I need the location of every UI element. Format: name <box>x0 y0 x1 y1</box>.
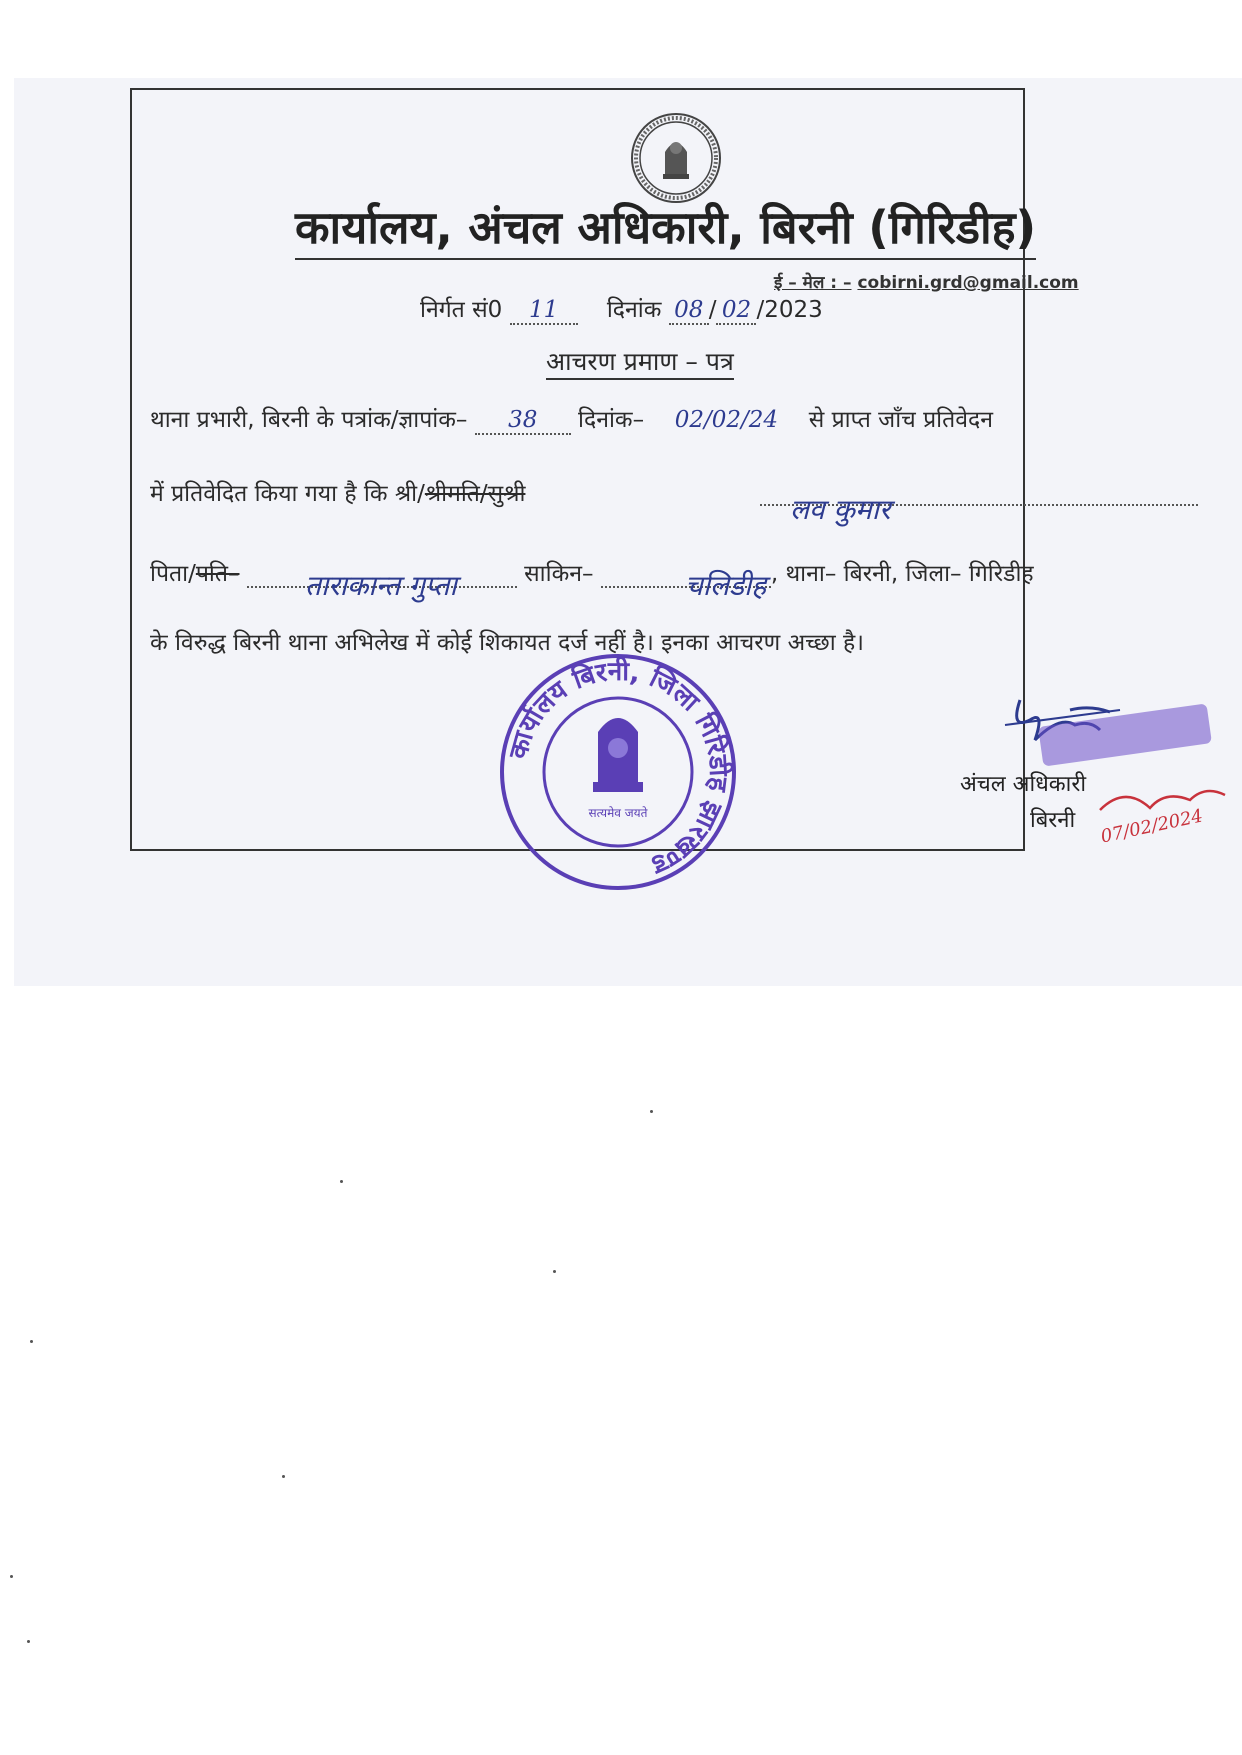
scan-speck <box>282 1475 285 1478</box>
issue-date-month: 02 <box>716 297 756 325</box>
body-line-4: के विरुद्ध बिरनी थाना अभिलेख में कोई शिकायत दर्ज नहीं है। इनका आचरण अच्छा है। <box>150 630 864 656</box>
line1-text-c: से प्राप्त जाँच प्रतिवेदन <box>808 407 993 433</box>
scan-speck <box>10 1575 13 1578</box>
issue-number-label: निर्गत सं0 <box>420 297 503 323</box>
struck-salutation: श्रीमति/सुश्री <box>424 481 526 507</box>
letter-number: 38 <box>475 407 571 435</box>
father-name: ताराकान्त गुप्ता <box>305 569 457 602</box>
issue-date-year: 2023 <box>764 297 823 323</box>
line3-text-b: साकिन– <box>524 561 594 587</box>
stamp-ring-text: कार्यालय बिरनी, जिला गिरिडीह झारखण्ड <box>503 656 734 880</box>
body-line-3 <box>150 556 1034 588</box>
issue-date-day: 08 <box>669 297 709 325</box>
scan-speck <box>30 1340 33 1343</box>
signature-block <box>950 690 1235 860</box>
issue-date-label: दिनांक <box>606 297 662 323</box>
email-address: cobirni.grd@gmail.com <box>857 273 1079 293</box>
scan-speck <box>27 1640 30 1643</box>
person-name: लव कुमार <box>790 493 891 526</box>
struck-relation: पति– <box>195 561 240 587</box>
issue-number-value: 11 <box>510 297 578 325</box>
signatory-designation: अंचल अधिकारी <box>960 772 1087 797</box>
body-line-2 <box>150 476 525 508</box>
stamp-motto: सत्यमेव जयते <box>588 806 648 820</box>
signatory-place: बिरनी <box>1030 808 1076 833</box>
line1-text-a: थाना प्रभारी, बिरनी के पत्रांक/ज्ञापांक– <box>150 407 468 433</box>
email-line <box>774 270 1079 293</box>
line2-text-a: में प्रतिवेदित किया गया है कि श्री/ <box>150 481 425 507</box>
scan-speck <box>553 1270 556 1273</box>
office-stamp <box>498 652 738 892</box>
ashoka-emblem-icon <box>593 718 643 792</box>
line3-text-a: पिता/ <box>150 561 196 587</box>
scan-speck <box>340 1180 343 1183</box>
body-line-1 <box>150 402 993 435</box>
signature-date: 07/02/2024 <box>1098 805 1205 848</box>
certificate-heading: आचरण प्रमाण – पत्र <box>546 346 734 380</box>
letter-date: 02/02/24 <box>674 407 779 433</box>
line1-text-b: दिनांक– <box>578 407 645 433</box>
scan-speck <box>650 1110 653 1113</box>
line3-text-c: , थाना– बिरनी, जिला– गिरिडीह <box>770 561 1034 587</box>
office-title: कार्यालय, अंचल अधिकारी, बिरनी (गिरिडीह) <box>295 200 1036 260</box>
issue-reference-line: निर्गत सं0 11 दिनांक 08 / 02 /2023 <box>420 297 823 323</box>
village-name: चलिडीह <box>685 569 767 602</box>
government-emblem-seal <box>621 112 731 204</box>
email-label: ई – मेल : – <box>774 273 852 293</box>
